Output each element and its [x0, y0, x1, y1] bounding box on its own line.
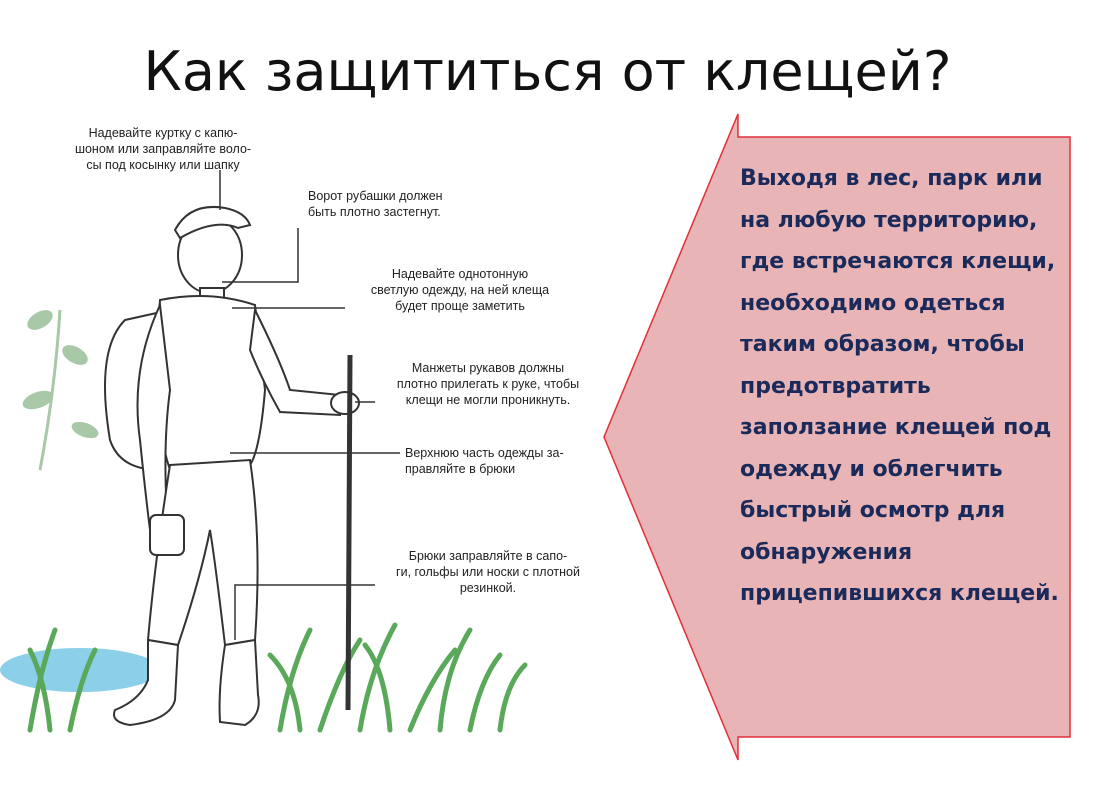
hiker	[105, 207, 359, 725]
slide-title: Как защититься от клещей?	[143, 40, 952, 103]
callout-hood-text: Надевайте куртку с капю- шоном или заправляйте воло- сы под косынку или шапку	[74, 126, 252, 172]
plant-left	[20, 306, 100, 441]
callout-clothes-text: Надевайте однотонную светлую одежду, на ней клеща будет проще заметить	[370, 267, 550, 313]
callout-tuck	[405, 445, 595, 477]
callout-cuffs-text: Манжеты рукавов должны плотно прилегать к руке, чтобы клещи не могли проникнуть.	[396, 361, 580, 407]
callout-hood	[48, 125, 278, 173]
callout-boots	[378, 548, 598, 596]
callout-boots-text: Брюки заправляйте в сапо- ги, гольфы или носки с плотной резинкой.	[396, 549, 580, 595]
callout-collar	[308, 188, 478, 220]
walking-stick	[348, 355, 350, 710]
callout-tuck-text: Верхнюю часть одежды за- правляйте в брюки	[405, 446, 564, 476]
callout-clothes	[350, 266, 570, 314]
info-box-text: Выходя в лес, парк или на любую территорию, где встречаются клещи, необходимо одеться таким образом, чтобы предотвратить заползание клещей под одежду и облегчить быстрый осмотр для обнаружения прицепившихся клещей.	[740, 166, 1059, 606]
callout-collar-text: Ворот рубашки должен быть плотно застегнут.	[308, 189, 443, 219]
callout-cuffs	[378, 360, 598, 408]
